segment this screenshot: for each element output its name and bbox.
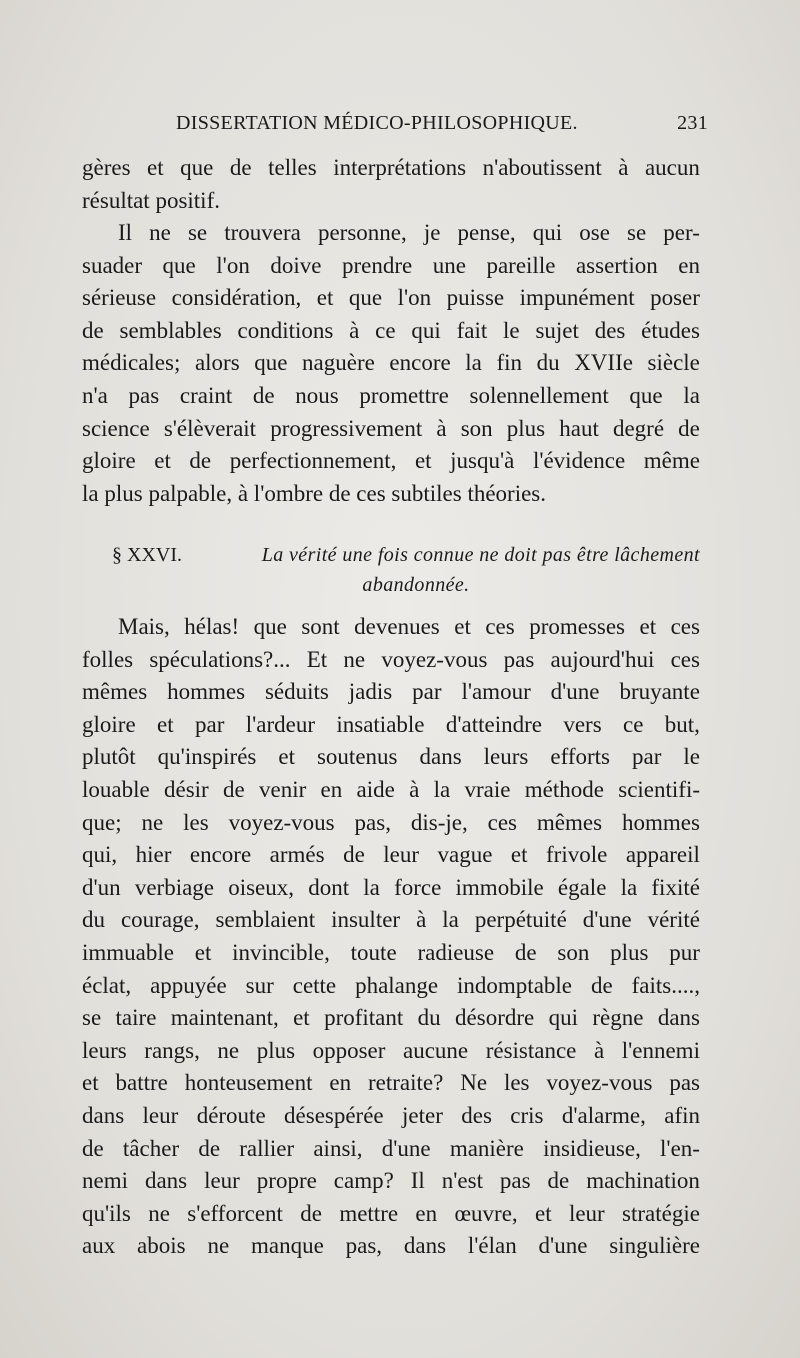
- text-line: de semblables conditions à ce qui fait le sujet des études: [82, 317, 700, 343]
- text-line: louable désir de venir en aide à la vraie méthode scientifi-: [82, 776, 700, 802]
- section-number: § XXVI.: [112, 544, 182, 566]
- text-line: médicales; alors que naguère encore la fin du XVIIe siècle: [82, 350, 700, 376]
- text-line: nemi dans leur propre camp? Il n'est pas de machination: [82, 1168, 700, 1194]
- text-line: suader que l'on doive prendre une pareille assertion en: [82, 252, 700, 278]
- text-line: d'un verbiage oiseux, dont la force immobile égale la fixité: [82, 874, 700, 900]
- text-line: mêmes hommes séduits jadis par l'amour d'une bruyante: [82, 679, 700, 705]
- text-line: la plus palpable, à l'ombre de ces subtiles théories.: [82, 480, 547, 506]
- text-line: et battre honteusement en retraite? Ne les voyez-vous pas: [82, 1070, 700, 1096]
- text-line: Il ne se trouvera personne, je pense, qui ose se per-: [118, 220, 700, 245]
- section-title-line2: abandonnée.: [362, 574, 470, 596]
- text-line: de tâcher de rallier ainsi, d'une manière insidieuse, l'en-: [82, 1135, 700, 1161]
- text-line: dans leur déroute désespérée jeter des cris d'alarme, afin: [82, 1102, 700, 1128]
- text-line: du courage, semblaient insulter à la perpétuité d'une vérité: [82, 907, 700, 933]
- text-line: folles spéculations?... Et ne voyez-vous pas aujourd'hui ces: [82, 646, 700, 672]
- text-line: qu'ils ne s'efforcent de mettre en œuvre, et leur stratégie: [82, 1200, 700, 1226]
- text-line: gloire et de perfectionnement, et jusqu'à l'évidence même: [82, 448, 700, 474]
- text-line: qui, hier encore armés de leur vague et frivole appareil: [82, 842, 700, 868]
- running-title: DISSERTATION MÉDICO-PHILOSOPHIQUE.: [176, 112, 578, 134]
- paragraph-assertion: [82, 217, 700, 510]
- text-line: sérieuse considération, et que l'on puisse impunément poser: [82, 285, 700, 311]
- page-number: 231: [677, 112, 708, 134]
- text-line: gloire et par l'ardeur insatiable d'atteindre vers ce but,: [82, 711, 700, 737]
- text-line: Mais, hélas! que sont devenues et ces promesses et ces: [118, 614, 700, 639]
- text-line: que; ne les voyez-vous pas, dis-je, ces mêmes hommes: [82, 809, 700, 835]
- text-line: résultat positif.: [82, 187, 220, 213]
- text-line: leurs rangs, ne plus opposer aucune résistance à l'ennemi: [82, 1037, 700, 1063]
- paragraph-continuation: [82, 152, 700, 217]
- text-line: éclat, appuyée sur cette phalange indomptable de faits....,: [82, 972, 700, 998]
- text-line: n'a pas craint de nous promettre solennellement que la: [82, 382, 700, 408]
- text-line: plutôt qu'inspirés et soutenus dans leurs efforts par le: [82, 744, 700, 770]
- text-line: immuable et invincible, toute radieuse de son plus pur: [82, 939, 700, 965]
- text-line: gères et que de telles interprétations n'aboutissent à aucun: [82, 155, 700, 180]
- text-line: science s'élèverait progressivement à son plus haut degré de: [82, 415, 700, 441]
- paragraph-mais-helas: [82, 611, 700, 1263]
- text-line: aux abois ne manque pas, dans l'élan d'une singulière: [82, 1233, 700, 1259]
- running-header: [82, 112, 708, 135]
- text-line: se taire maintenant, et profitant du désordre qui règne dans: [82, 1005, 700, 1031]
- section-title-line1: La vérité une fois connue ne doit pas être lâchement: [261, 544, 700, 566]
- section-heading: [112, 540, 700, 600]
